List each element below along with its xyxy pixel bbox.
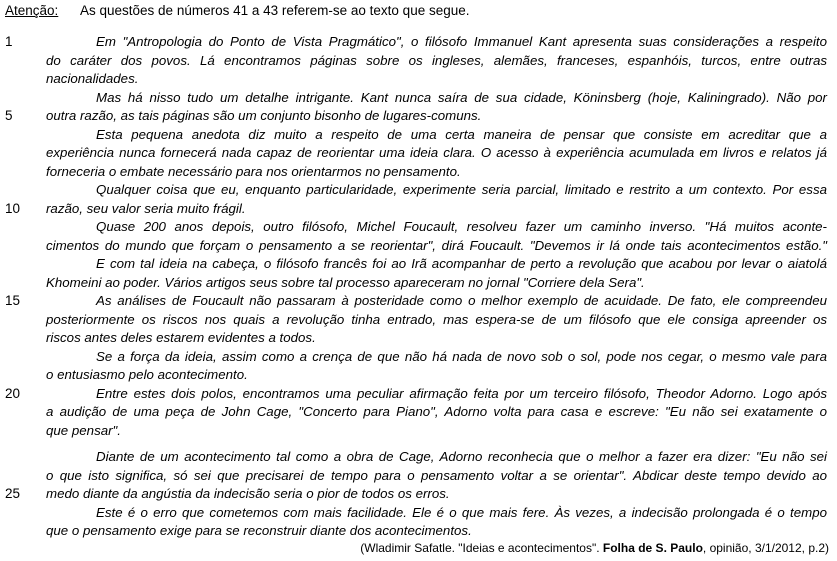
line-text: Este é o erro que cometemos com mais facilidade. Ele é o que mais fere. Às vezes, a indecisão prolongada é o tempo bbox=[96, 504, 827, 520]
line-text: medo diante da angústia da indecisão seria o pior de todos os erros. bbox=[46, 486, 450, 501]
paragraph-gap bbox=[0, 440, 837, 448]
source-suffix: , opinião, 3/1/2012, p.2) bbox=[702, 541, 829, 555]
text-line bbox=[0, 385, 837, 404]
source-citation bbox=[360, 541, 829, 555]
source-journal: Folha de S. Paulo bbox=[602, 541, 703, 555]
text-line bbox=[0, 329, 837, 348]
line-text: outra razão, as tais páginas são um conjunto bisonho de lugares-comuns. bbox=[46, 108, 482, 123]
text-line bbox=[0, 485, 837, 504]
text-line bbox=[0, 126, 837, 145]
text-line bbox=[0, 366, 837, 385]
line-number: 25 bbox=[5, 486, 21, 501]
text-body bbox=[0, 33, 837, 541]
text-line bbox=[0, 237, 837, 256]
line-text: Entre estes dois polos, encontramos uma peculiar afirmação feita por um terceiro filósofo, Theodor Adorno. Logo após bbox=[96, 385, 827, 401]
text-line bbox=[0, 107, 837, 126]
line-text: posteriormente os riscos nos quais a revolução tinha entrado, mas espera-se de um filósofo que ele consiga apreender os bbox=[46, 311, 827, 327]
line-text: Diante de um acontecimento tal como a obra de Cage, Adorno reconhecia que o melhor a fazer era dizer: "Eu não sei bbox=[96, 449, 827, 464]
attention-label: Atenção: bbox=[5, 3, 59, 18]
line-text: nacionalidades. bbox=[46, 71, 139, 86]
text-line bbox=[0, 200, 837, 219]
text-line bbox=[0, 33, 837, 52]
line-text: Esta pequena anedota diz muito a respeito de uma certa maneira de pensar que consiste em acreditar que a bbox=[96, 126, 827, 142]
line-text: Khomeini ao poder. Vários artigos seus sobre tal processo apareceram no jornal "Corriere dela Sera". bbox=[46, 274, 645, 290]
text-line bbox=[0, 467, 837, 486]
text-line bbox=[0, 504, 837, 523]
text-line bbox=[0, 52, 837, 71]
text-line bbox=[0, 448, 837, 467]
line-text: que pensar". bbox=[46, 422, 121, 438]
line-text: que o pensamento exige para se reconstruir diante dos acontecimentos. bbox=[46, 523, 472, 538]
line-text: Qualquer coisa que eu, enquanto particularidade, experimente seria parcial, limitado e restrito a um contexto. Por essa bbox=[96, 182, 827, 197]
text-line bbox=[0, 70, 837, 89]
line-text: As análises de Foucault não passaram à posteridade como o melhor exemplo de acuidade. De fato, ele compreendeu bbox=[96, 293, 827, 308]
line-text: Quase 200 anos depois, outro filósofo, Michel Foucault, resolveu fazer um caminho inverso. "Há muitos aconte- bbox=[96, 219, 827, 234]
line-text: do caráter dos povos. Lá encontramos páginas sobre os ingleses, alemães, franceses, espanhóis, turcos, entre outras bbox=[46, 52, 827, 68]
line-text: Mas há nisso tudo um detalhe intrigante. Kant nunca saíra de sua cidade, Köninsberg (hoje, Kaliningrado). Não por bbox=[96, 89, 827, 105]
source-prefix: (Wladimir Safatle. "Ideias e acontecimentos". bbox=[360, 541, 603, 555]
line-text: experiência nunca fornecerá nada capaz de reorientar uma ideia clara. O acesso à experiência acumulada em livros e relatos já bbox=[46, 145, 827, 160]
text-line bbox=[0, 255, 837, 274]
header-text: As questões de números 41 a 43 referem-se ao texto que segue. bbox=[80, 3, 470, 18]
line-number: 15 bbox=[5, 293, 21, 308]
line-text: Se a força da ideia, assim como a crença de que não há nada de novo sob o sol, pode nos cegar, o mesmo vale para bbox=[96, 348, 827, 364]
line-text: a audição de uma peça de John Cage, "Concerto para Piano", Adorno volta para casa e escreve: "Eu não sei exatamente o bbox=[46, 404, 827, 419]
line-number: 5 bbox=[5, 108, 13, 123]
text-line bbox=[0, 403, 837, 422]
line-text: Em "Antropologia do Ponto de Vista Pragmático", o filósofo Immanuel Kant apresenta suas considerações a respeito bbox=[96, 34, 827, 49]
text-line bbox=[0, 181, 837, 200]
text-line bbox=[0, 163, 837, 182]
line-text: o entusiasmo pelo acontecimento. bbox=[46, 367, 248, 382]
line-text: cimentos do mundo que forçam o pensamento a se reorientar", dirá Foucault. "Devemos ir lá onde tais acontecimentos estão." bbox=[46, 237, 827, 253]
text-line bbox=[0, 522, 837, 541]
text-line bbox=[0, 422, 837, 441]
text-line bbox=[0, 311, 837, 330]
text-line bbox=[0, 274, 837, 293]
line-number: 20 bbox=[5, 385, 21, 401]
line-number: 1 bbox=[5, 34, 13, 49]
text-line bbox=[0, 89, 837, 108]
line-text: o que isto significa, só sei que precisarei de tempo para o pensamento voltar a se orientar". Abdicar deste tempo devido ao bbox=[46, 467, 827, 483]
line-text: riscos antes deles estarem evidentes a todos. bbox=[46, 330, 316, 345]
line-text: forneceria o embate necessário para nos orientarmos no pensamento. bbox=[46, 163, 461, 179]
text-line bbox=[0, 144, 837, 163]
line-text: E com tal ideia na cabeça, o filósofo francês foi ao Irã acompanhar de perto a revolução que acabou por levar o aiatolá bbox=[96, 256, 827, 271]
text-line bbox=[0, 218, 837, 237]
line-text: razão, seu valor seria muito frágil. bbox=[46, 200, 246, 216]
header bbox=[5, 3, 470, 18]
text-line bbox=[0, 348, 837, 367]
line-number: 10 bbox=[5, 200, 21, 216]
text-line bbox=[0, 292, 837, 311]
